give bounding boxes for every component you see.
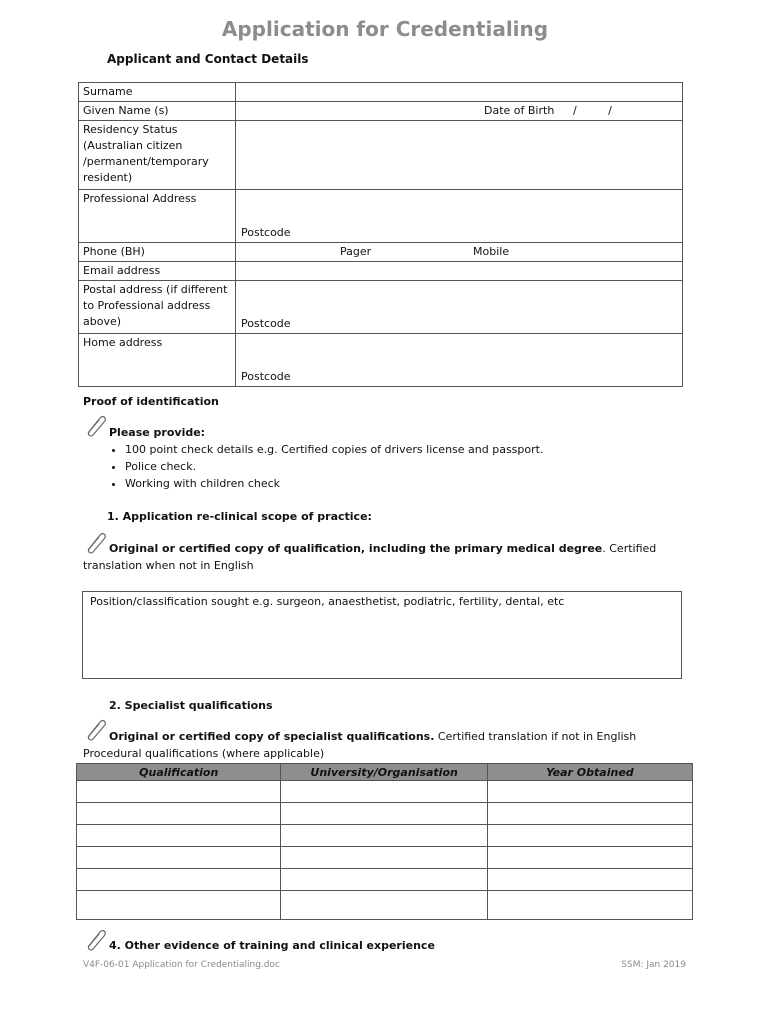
email-field[interactable] <box>236 262 683 281</box>
column-header: Year Obtained <box>487 764 692 781</box>
list-item: • Working with children check <box>125 475 543 492</box>
contact-heading: Applicant and Contact Details <box>107 52 309 66</box>
email-label: Email address <box>79 262 236 281</box>
list-item: • Police check. <box>125 458 543 475</box>
surname-field[interactable] <box>236 83 683 102</box>
mobile-label: Mobile <box>473 245 510 258</box>
table-header-row <box>77 764 693 781</box>
postcode-label: Postcode <box>241 370 291 383</box>
section2-instruction <box>109 730 636 743</box>
table-row <box>77 847 693 869</box>
residency-field[interactable] <box>236 121 683 190</box>
table-cell[interactable] <box>487 891 692 920</box>
table-row <box>79 262 683 281</box>
table-row <box>79 102 683 121</box>
table-cell[interactable] <box>77 803 281 825</box>
postal-address-label: Postal address (if different to Professional address above) <box>79 281 236 334</box>
table-row <box>79 190 683 243</box>
table-row <box>79 334 683 387</box>
section2-heading: 2. Specialist qualifications <box>109 699 273 712</box>
postcode-label: Postcode <box>241 226 291 239</box>
table-cell[interactable] <box>281 869 487 891</box>
table-cell[interactable] <box>77 825 281 847</box>
table-cell[interactable] <box>487 781 692 803</box>
table-cell[interactable] <box>487 847 692 869</box>
section1-instruction-rest: . Certified <box>602 542 657 555</box>
paperclip-icon <box>84 413 106 437</box>
proof-heading: Proof of identification <box>83 395 219 408</box>
paperclip-icon <box>84 717 106 741</box>
procedural-label: Procedural qualifications (where applicable) <box>83 747 325 760</box>
table-cell[interactable] <box>487 803 692 825</box>
table-row <box>77 825 693 847</box>
table-row <box>79 83 683 102</box>
proof-list <box>107 441 543 492</box>
table-row <box>77 869 693 891</box>
section1-instruction-line2: translation when not in English <box>83 559 254 572</box>
contact-table <box>78 82 683 387</box>
section2-instruction-bold: Original or certified copy of specialist qualifications. <box>109 730 435 743</box>
table-cell[interactable] <box>77 891 281 920</box>
table-cell[interactable] <box>281 825 487 847</box>
table-cell[interactable] <box>281 847 487 869</box>
table-cell[interactable] <box>77 781 281 803</box>
table-row <box>79 281 683 334</box>
section4-heading: 4. Other evidence of training and clinical experience <box>109 939 435 952</box>
professional-address-field[interactable] <box>236 190 683 243</box>
table-row <box>79 121 683 190</box>
list-item: • 100 point check details e.g. Certified copies of drivers license and passport. <box>125 441 543 458</box>
table-cell[interactable] <box>281 803 487 825</box>
phone-label: Phone (BH) <box>79 243 236 262</box>
dob-label: Date of Birth <box>484 104 555 117</box>
section1-heading: 1. Application re-clinical scope of practice: <box>107 510 372 523</box>
given-name-field[interactable] <box>236 102 683 121</box>
paperclip-icon <box>84 927 106 951</box>
section1-instruction-bold: Original or certified copy of qualification, including the primary medical degree <box>109 542 603 555</box>
paperclip-icon <box>84 530 106 554</box>
postal-address-field[interactable] <box>236 281 683 334</box>
table-cell[interactable] <box>487 869 692 891</box>
table-row <box>77 781 693 803</box>
page-title: Application for Credentialing <box>221 17 549 41</box>
footer-filename: V4F-06-01 Application for Credentialing.doc <box>83 960 280 970</box>
position-sought-text: Position/classification sought e.g. surgeon, anaesthetist, podiatric, fertility, dental, etc <box>90 595 565 608</box>
table-cell[interactable] <box>77 847 281 869</box>
position-sought-box[interactable] <box>82 591 682 679</box>
phone-field[interactable] <box>236 243 683 262</box>
section1-instruction <box>109 542 656 555</box>
table-cell[interactable] <box>281 891 487 920</box>
column-header: Qualification <box>77 764 281 781</box>
professional-address-label: Professional Address <box>79 190 236 243</box>
qualifications-table <box>76 763 693 920</box>
dob-separators: / / <box>573 104 612 117</box>
table-cell[interactable] <box>487 825 692 847</box>
table-row <box>77 891 693 920</box>
table-cell[interactable] <box>281 781 487 803</box>
postcode-label: Postcode <box>241 317 291 330</box>
home-address-label: Home address <box>79 334 236 387</box>
please-provide-label: Please provide: <box>109 426 206 439</box>
residency-label: Residency Status (Australian citizen /permanent/temporary resident) <box>79 121 236 190</box>
footer-revision: SSM: Jan 2019 <box>621 960 686 970</box>
column-header: University/Organisation <box>281 764 487 781</box>
given-name-label: Given Name (s) <box>79 102 236 121</box>
surname-label: Surname <box>79 83 236 102</box>
table-row <box>77 803 693 825</box>
table-row <box>79 243 683 262</box>
home-address-field[interactable] <box>236 334 683 387</box>
pager-label: Pager <box>340 245 372 258</box>
section2-instruction-rest: Certified translation if not in English <box>434 730 637 743</box>
table-cell[interactable] <box>77 869 281 891</box>
